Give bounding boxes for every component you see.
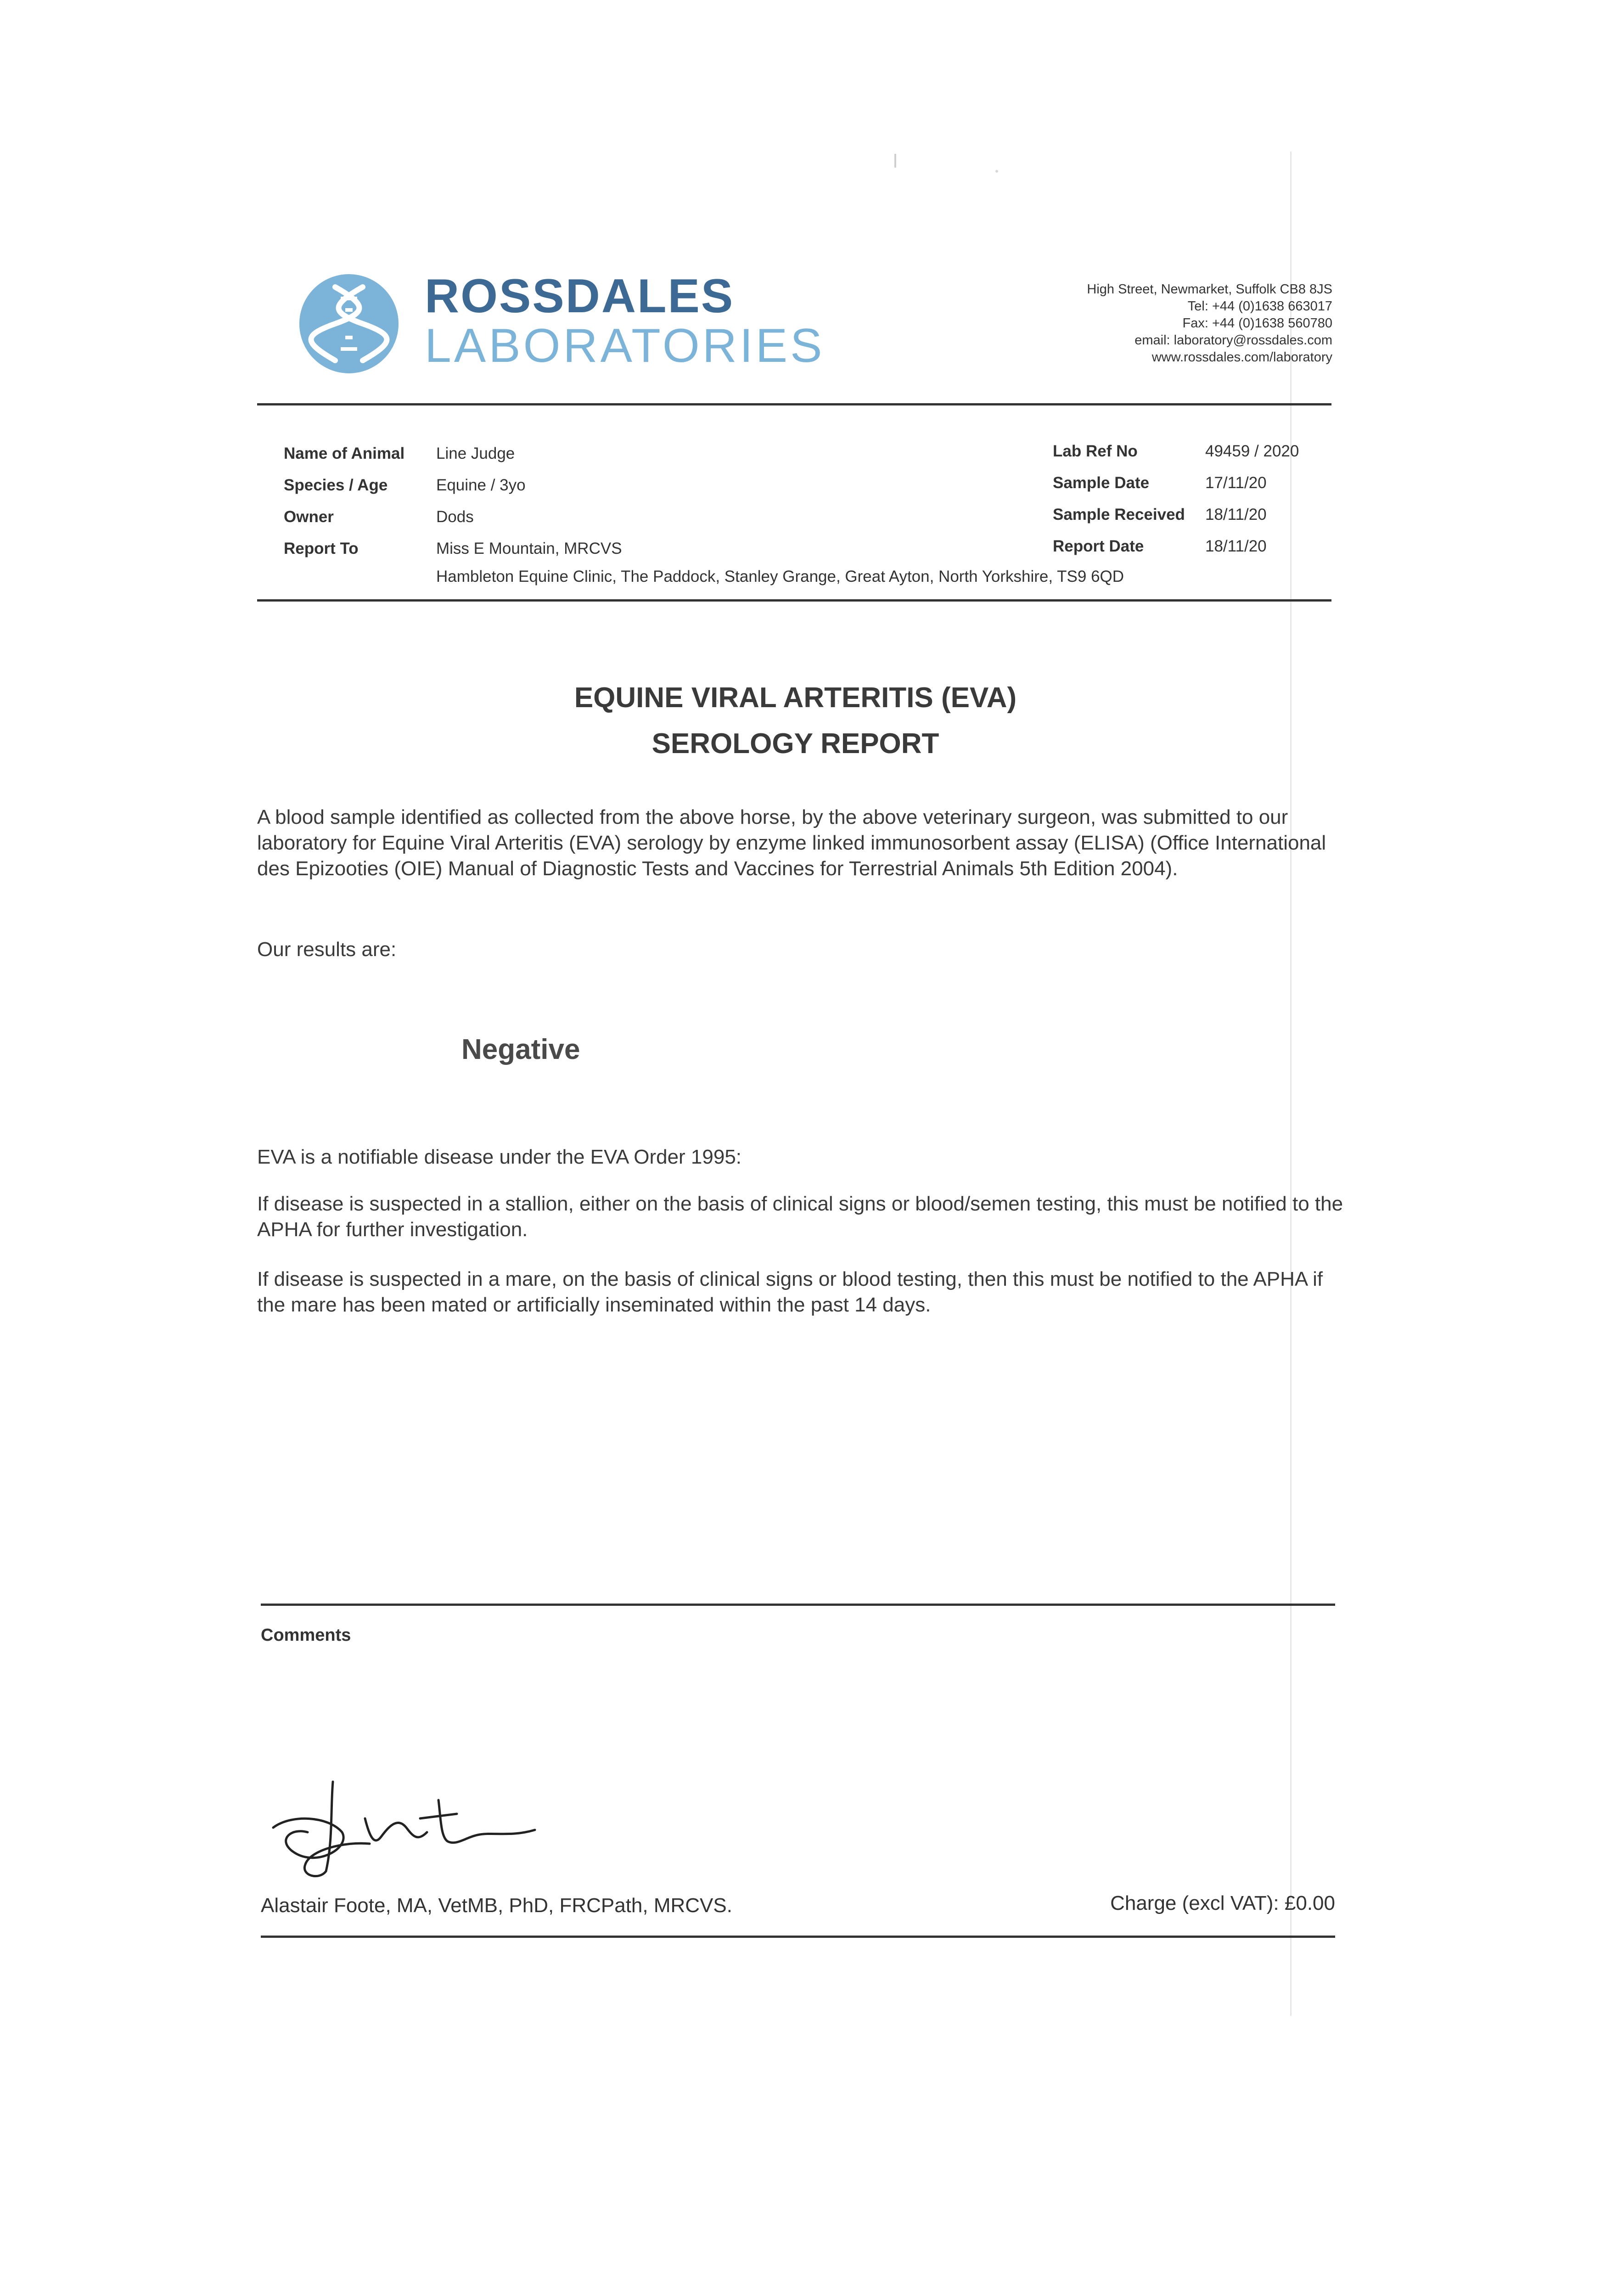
signatory-name: Alastair Foote, MA, VetMB, PhD, FRCPath, MRCVS. bbox=[261, 1894, 732, 1917]
comments-divider bbox=[261, 1604, 1335, 1606]
lab-ref-label: Lab Ref No bbox=[1053, 442, 1138, 460]
sample-received-value: 18/11/20 bbox=[1205, 506, 1267, 523]
fax-line: Fax: +44 (0)1638 560780 bbox=[1182, 316, 1332, 331]
species-age-value: Equine / 3yo bbox=[436, 476, 526, 494]
report-to-address: Hambleton Equine Clinic, The Paddock, Stanley Grange, Great Ayton, North Yorkshire, TS9 6QD bbox=[436, 568, 1124, 585]
sample-received-label: Sample Received bbox=[1053, 506, 1185, 523]
stallion-note: If disease is suspected in a stallion, either on the basis of clinical signs or blood/semen testing, this must be notified to the APHA for further investigation. bbox=[257, 1193, 1343, 1241]
report-title bbox=[0, 675, 1591, 767]
species-age-label: Species / Age bbox=[284, 476, 388, 494]
test-result: Negative bbox=[461, 1034, 580, 1065]
name-of-animal-label: Name of Animal bbox=[284, 445, 405, 462]
owner-label: Owner bbox=[284, 508, 334, 526]
lab-name-line2: LABORATORIES bbox=[425, 319, 825, 372]
results-intro: Our results are: bbox=[257, 938, 397, 961]
lab-address-block bbox=[1087, 281, 1332, 366]
footer-divider bbox=[261, 1936, 1335, 1938]
signature bbox=[264, 1773, 549, 1883]
dna-logo-icon bbox=[298, 273, 399, 374]
report-date-value: 18/11/20 bbox=[1205, 537, 1267, 555]
scan-speck bbox=[894, 154, 896, 168]
report-to-value: Miss E Mountain, MRCVS bbox=[436, 540, 622, 557]
notifiable-statement: EVA is a notifiable disease under the EVA Order 1995: bbox=[257, 1146, 742, 1168]
owner-value: Dods bbox=[436, 508, 474, 526]
address-line: High Street, Newmarket, Suffolk CB8 8JS bbox=[1087, 282, 1332, 297]
sample-date-label: Sample Date bbox=[1053, 474, 1150, 492]
name-of-animal-value: Line Judge bbox=[436, 445, 515, 462]
details-divider bbox=[257, 599, 1331, 602]
lab-ref-value: 49459 / 2020 bbox=[1205, 442, 1299, 460]
comments-label: Comments bbox=[261, 1626, 351, 1645]
lab-name-line1: ROSSDALES bbox=[425, 270, 735, 323]
mare-note: If disease is suspected in a mare, on the basis of clinical signs or blood testing, then this must be notified to the APHA if the mare has been mated or artificially inseminated within the past 14 days. bbox=[257, 1268, 1323, 1316]
report-title-line2: SEROLOGY REPORT bbox=[651, 728, 939, 760]
scan-speck bbox=[995, 170, 998, 173]
charge-amount: Charge (excl VAT): £0.00 bbox=[1110, 1892, 1335, 1914]
email-line: email: laboratory@rossdales.com bbox=[1134, 333, 1332, 348]
intro-paragraph: A blood sample identified as collected from the above horse, by the above veterinary surgeon, was submitted to our laboratory for Equine Viral Arteritis (EVA) serology by enzyme linked immunosorbent assay (ELISA) (Office International des Epizooties (OIE) Manual of Diagnostic Tests and Vaccines for Terrestrial Animals 5th Edition 2004). bbox=[257, 806, 1326, 880]
report-title-line1: EQUINE VIRAL ARTERITIS (EVA) bbox=[574, 682, 1017, 714]
sample-date-value: 17/11/20 bbox=[1205, 474, 1267, 492]
report-date-label: Report Date bbox=[1053, 537, 1144, 555]
phone-line: Tel: +44 (0)1638 663017 bbox=[1187, 299, 1332, 314]
header-divider bbox=[257, 403, 1331, 405]
scan-artifact-line bbox=[1290, 152, 1292, 2016]
website-line: www.rossdales.com/laboratory bbox=[1151, 350, 1332, 365]
report-to-label: Report To bbox=[284, 540, 359, 557]
